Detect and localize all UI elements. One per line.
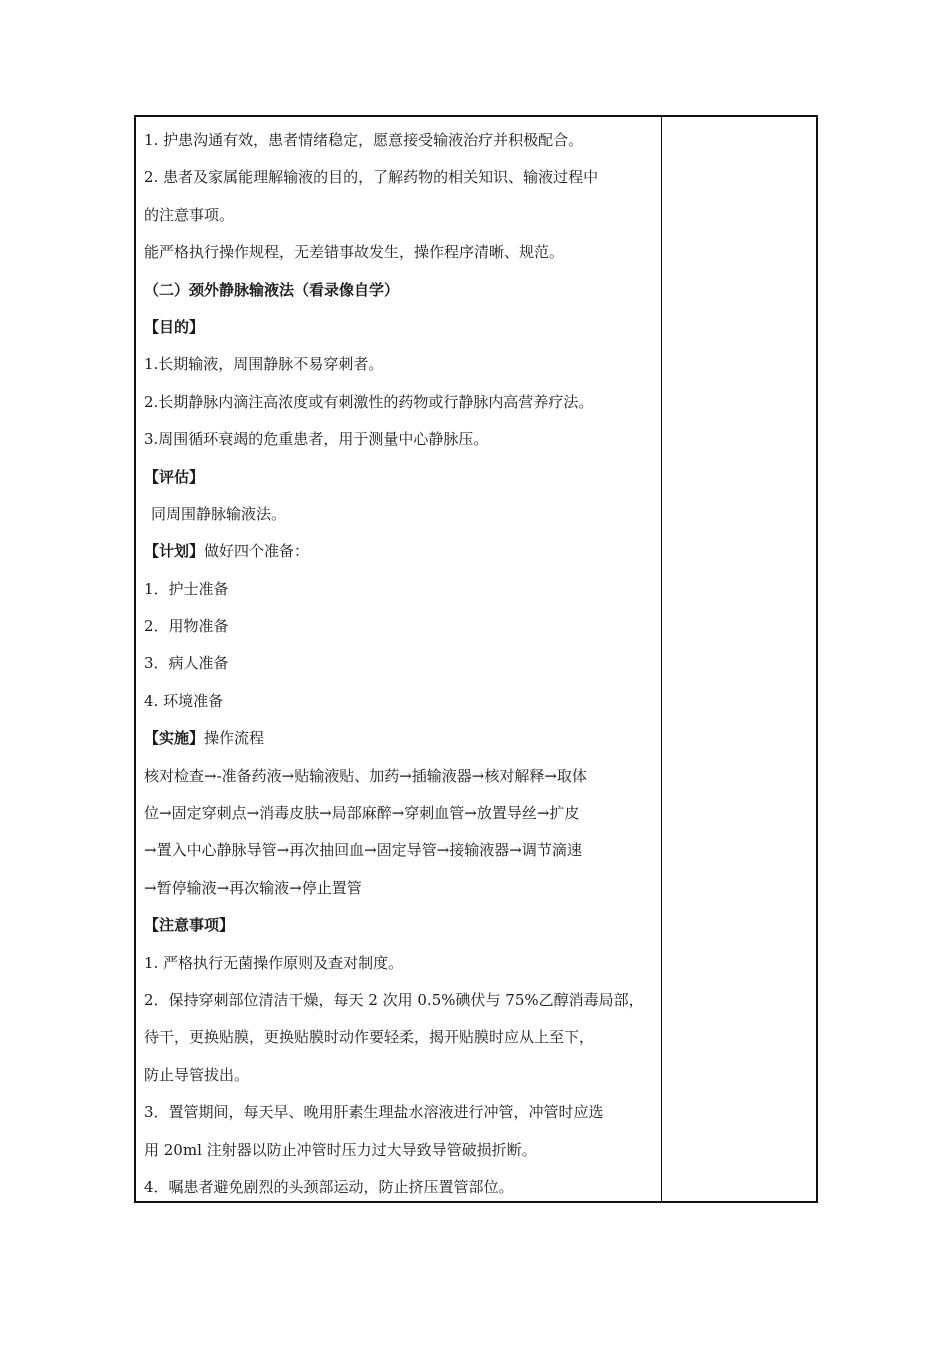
purpose-heading: 【目的】	[144, 317, 205, 336]
purpose-item: 1.长期输液，周围静脉不易穿刺者。	[144, 355, 384, 374]
intro-line: 能严格执行操作规程，无差错事故发生，操作程序清晰、规范。	[144, 243, 565, 262]
content-cell	[136, 117, 662, 1201]
assessment-heading: 【评估】	[144, 467, 205, 486]
section-title: （二）颈外静脉输液法（看录像自学）	[144, 280, 400, 299]
assessment-text: 同周围静脉输液法。	[151, 504, 287, 523]
implementation-text: 操作流程	[204, 729, 265, 748]
notes-line: 用 20ml 注射器以防止冲管时压力过大导致导管破损折断。	[144, 1140, 537, 1159]
plan-text: 做好四个准备：	[204, 542, 310, 561]
flow-line: 位→固定穿刺点→消毒皮肤→局部麻醉→穿刺血管→放置导丝→扩皮	[144, 804, 580, 823]
purpose-item: 3.周围循环衰竭的危重患者，用于测量中心静脉压。	[144, 430, 489, 449]
intro-line: 1. 护患沟通有效，患者情绪稳定，愿意接受输液治疗并积极配合。	[144, 131, 584, 149]
plan-heading: 【计划】	[144, 542, 205, 561]
notes-line: 待干，更换贴膜，更换贴膜时动作要轻柔，揭开贴膜时应从上至下，	[144, 1028, 595, 1047]
purpose-item: 2.长期静脉内滴注高浓度或有刺激性的药物或行静脉内高营养疗法。	[144, 392, 594, 411]
flow-line: →置入中心静脉导管→再次抽回血→固定导管→接输液器→调节滴速	[144, 841, 582, 860]
intro-line: 2. 患者及家属能理解输液的目的，了解药物的相关知识、输液过程中	[144, 168, 599, 187]
implementation-line	[144, 720, 655, 757]
notes-line: 防止导管拔出。	[144, 1065, 250, 1084]
notes-line: 3．置管期间，每天早、晚用肝素生理盐水溶液进行冲管，冲管时应选	[144, 1103, 604, 1122]
flow-line: 核对检查→-准备药液→贴输液贴、加药→插输液器→核对解释→取体	[144, 766, 587, 785]
notes-line: 4．嘱患者避免剧烈的头颈部运动，防止挤压置管部位。	[144, 1177, 514, 1196]
flow-line: →暂停输液→再次输液→停止置管	[144, 878, 362, 897]
document-table	[134, 115, 818, 1203]
notes-heading: 【注意事项】	[144, 916, 235, 935]
empty-side-cell	[662, 117, 816, 1201]
plan-item: 1．护士准备	[144, 579, 229, 598]
notes-line: 1. 严格执行无菌操作原则及查对制度。	[144, 953, 404, 972]
plan-line	[144, 533, 655, 570]
intro-line: 的注意事项。	[144, 205, 235, 224]
plan-item: 2．用物准备	[144, 617, 229, 636]
plan-item: 3．病人准备	[144, 654, 229, 673]
implementation-heading: 【实施】	[144, 729, 205, 748]
plan-item: 4. 环境准备	[144, 691, 224, 710]
notes-line: 2．保持穿刺部位清洁干燥，每天 2 次用 0.5%碘伏与 75%乙醇消毒局部，	[144, 990, 644, 1009]
